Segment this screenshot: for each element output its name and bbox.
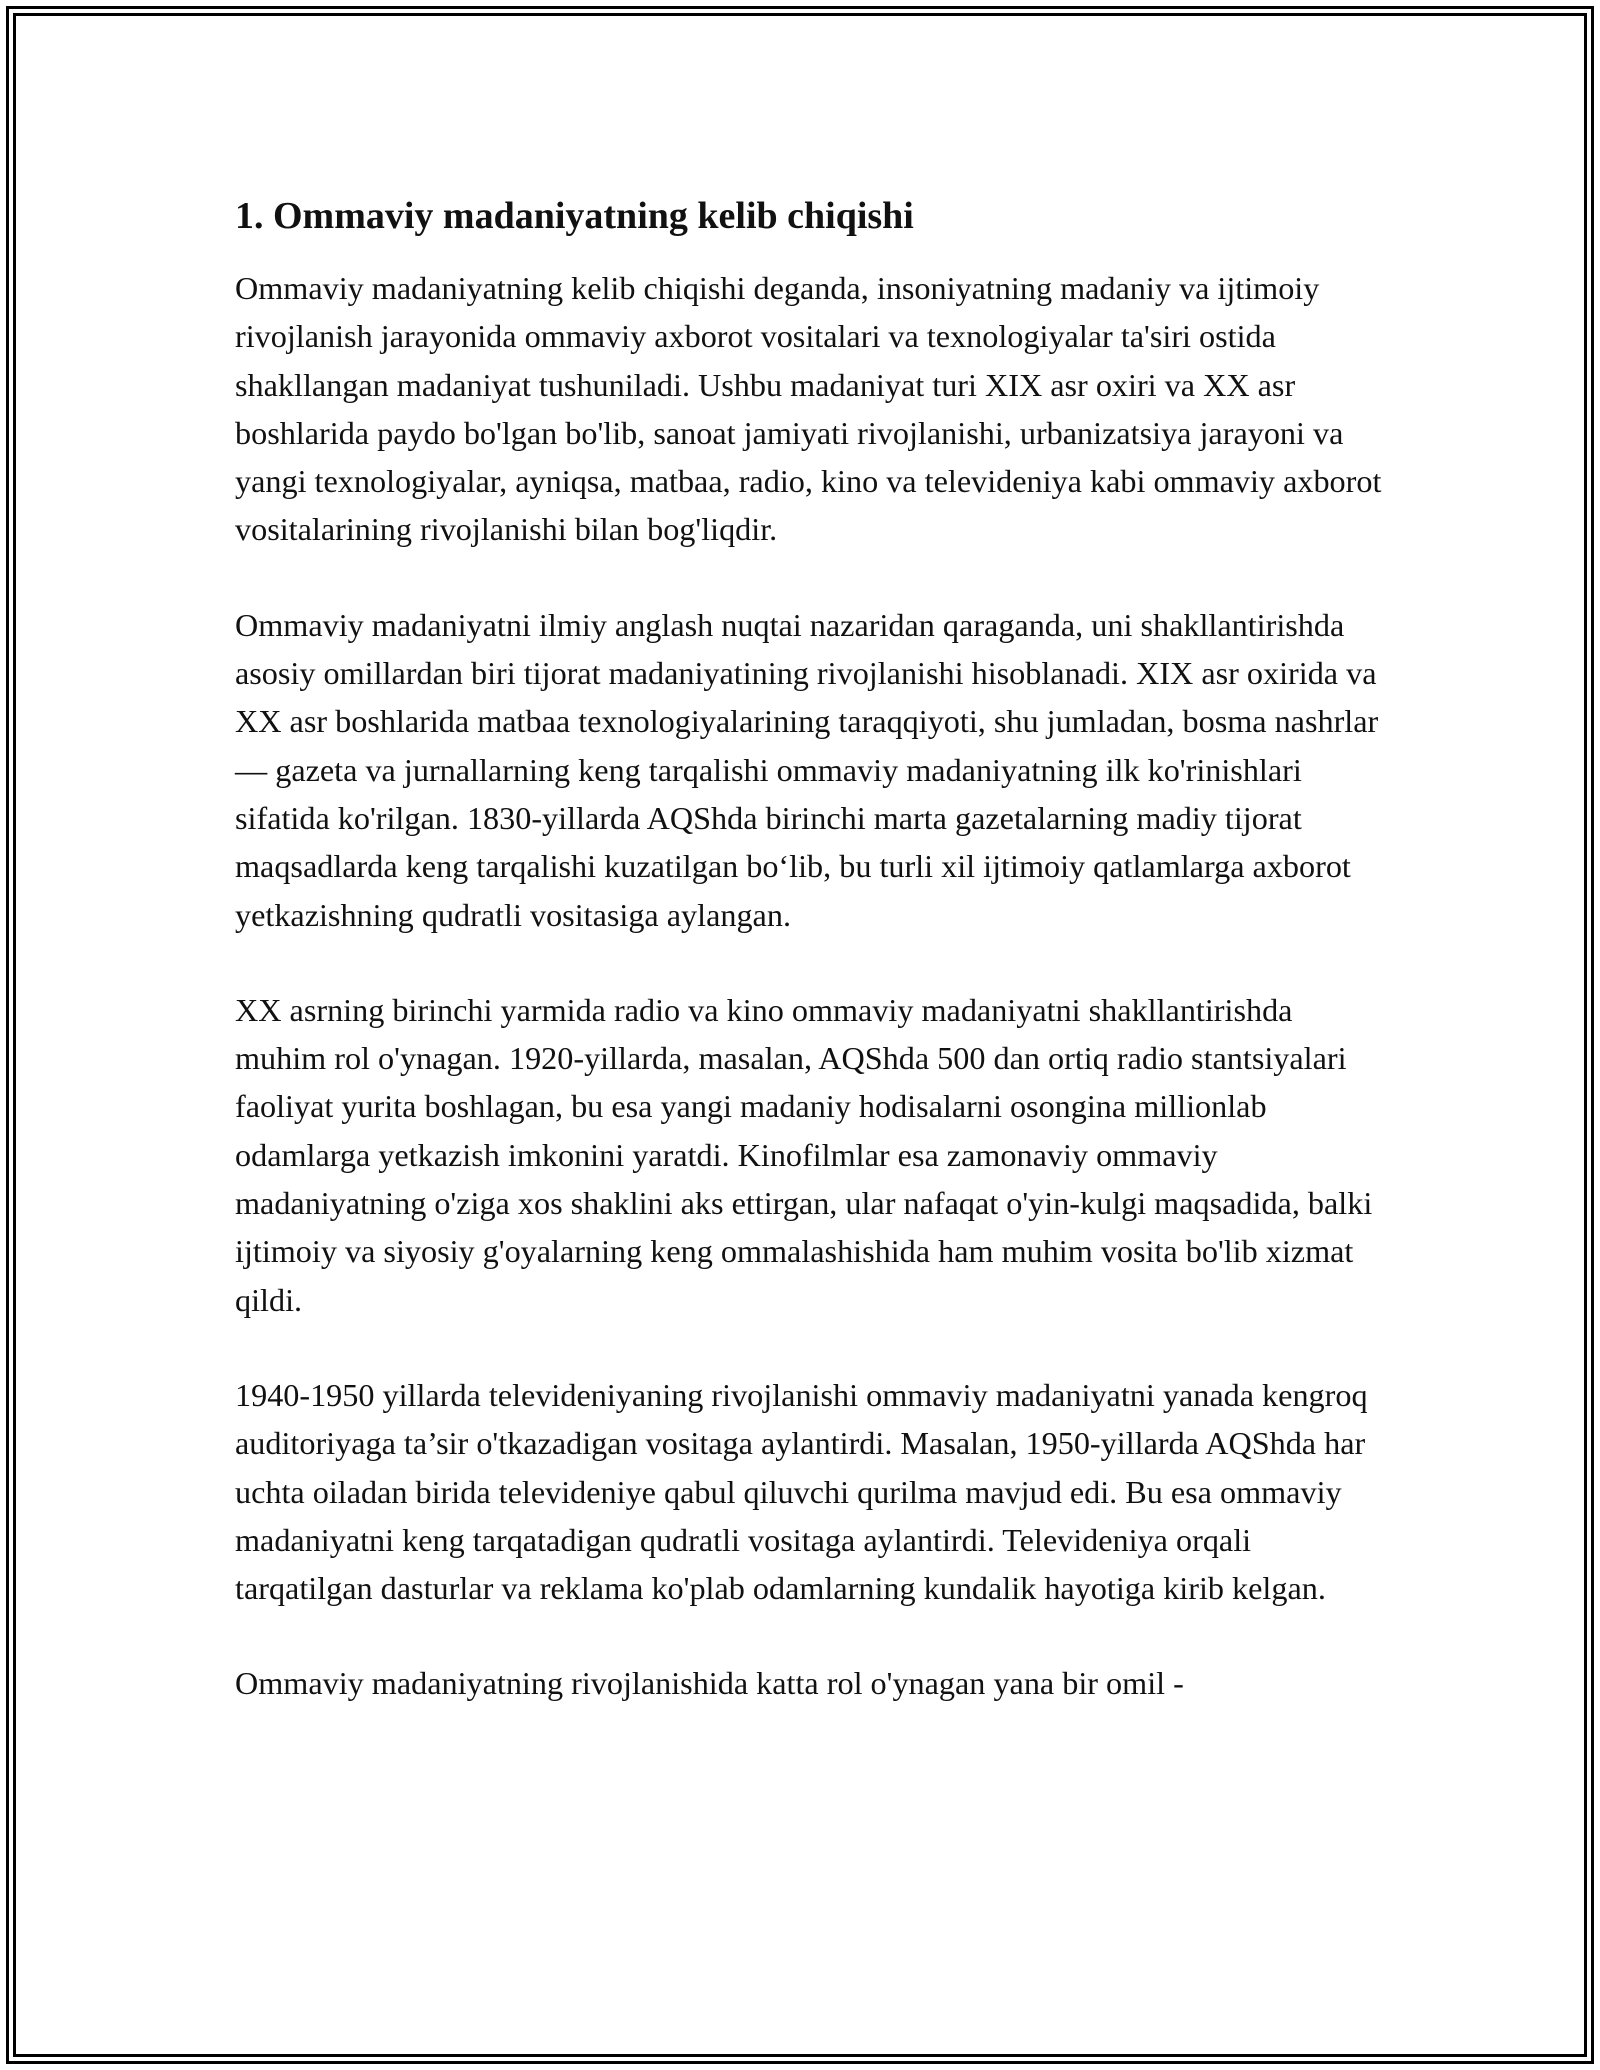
paragraph-1: Ommaviy madaniyatning kelib chiqishi deganda, insoniyatning madaniy va ijtimoiy rivojlanish jarayonida ommaviy axborot vositalari va texnologiyalar ta'siri ostida shakllangan madaniyat tushuniladi. Ushbu madaniyat turi XIX asr oxiri va XX asr boshlarida paydo bo'lgan bo'lib, sanoat jamiyati rivojlanishi, urbanizatsiya jarayoni va yangi texnologiyalar, ayniqsa, matbaa, radio, kino va televideniya kabi ommaviy axborot vositalarining rivojlanishi bilan bog'liqdir.	[235, 270, 1382, 548]
paragraph-2: Ommaviy madaniyatni ilmiy anglash nuqtai nazaridan qaraganda, uni shakllantirishda asosiy omillardan biri tijorat madaniyatining rivojlanishi hisoblanadi. XIX asr oxirida va XX asr boshlarida matbaa texnologiyalarining taraqqiyoti, shu jumladan, bosma nashrlar — gazeta va jurnallarning keng tarqalishi ommaviy madaniyatning ilk ko'rinishlari sifatida ko'rilgan. 1830-yillarda AQShda birinchi marta gazetalarning madiy tijorat maqsadlarda keng tarqalishi kuzatilgan bo‘lib, bu turli xil ijtimoiy qatlamlarga axborot yetkazishning qudratli vositasiga aylangan.	[235, 606, 1379, 933]
document-page	[235, 190, 1385, 1708]
paragraph-5: Ommaviy madaniyatning rivojlanishida katta rol o'ynagan yana bir omil -	[235, 1665, 1184, 1702]
paragraph-3: XX asrning birinchi yarmida radio va kino ommaviy madaniyatni shakllantirishda muhim rol o'ynagan. 1920-yillarda, masalan, AQShda 500 dan ortiq radio stantsiyalari faoliyat yurita boshlagan, bu esa yangi madaniy hodisalarni osongina millionlab odamlarga yetkazish imkonini yaratdi. Kinofilmlar esa zamonaviy ommaviy madaniyatning o'ziga xos shaklini aks ettirgan, ular nafaqat o'yin-kulgi maqsadida, balki ijtimoiy va siyosiy g'oyalarning keng ommalashishida ham muhim vosita bo'lib xizmat qildi.	[235, 991, 1373, 1318]
section-heading: 1. Ommaviy madaniyatning kelib chiqishi	[235, 195, 914, 237]
paragraph-4: 1940-1950 yillarda televideniyaning rivojlanishi ommaviy madaniyatni yanada kengroq auditoriyaga ta’sir o'tkazadigan vositaga aylantirdi. Masalan, 1950-yillarda AQShda har uchta oiladan birida televideniye qabul qiluvchi qurilma mavjud edi. Bu esa ommaviy madaniyatni keng tarqatadigan qudratli vositaga aylantirdi. Televideniya orqali tarqatilgan dasturlar va reklama ko'plab odamlarning kundalik hayotiga kirib kelgan.	[235, 1376, 1368, 1607]
